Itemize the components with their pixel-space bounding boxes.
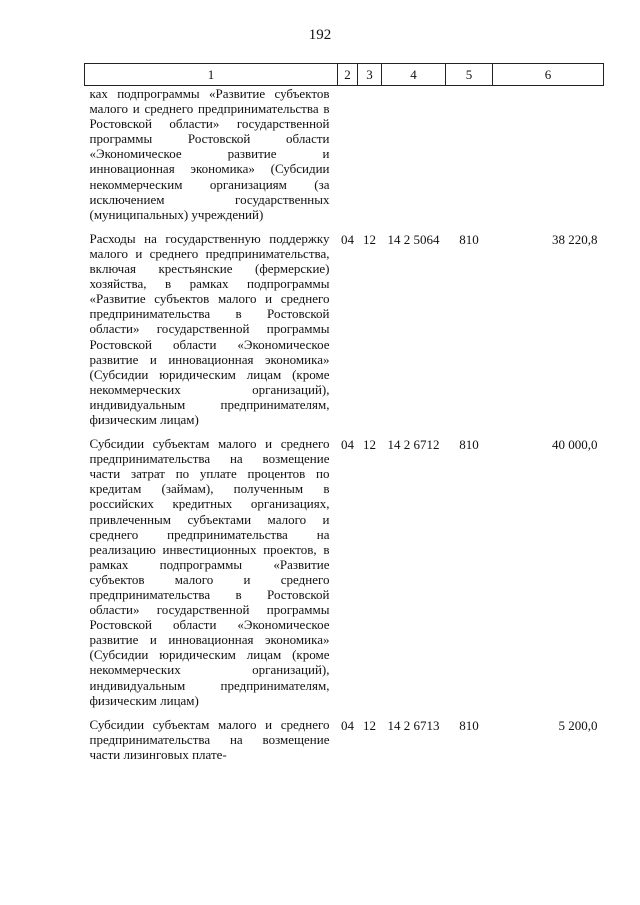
row-amount: 38 220,8 xyxy=(552,231,598,247)
row-description: Расходы на государственную поддержку малого и среднего предпринимательства, включая крестьянские (фермерские) хозяйства, в рамках подпрограммы «Развитие субъектов малого и среднего предпринимательства в Ростовской области» государственной программы Ростовской области «Экономическое развитие и инновационная экономика» (Субсидии юридическим лицам (кроме некоммерческих организаций), индивидуальным предпринимателям, физическим лицам) xyxy=(89,230,330,427)
row-target-code xyxy=(382,86,446,222)
column-header: 3 xyxy=(358,64,382,86)
column-header: 6 xyxy=(493,64,604,86)
row-section-code: 04 xyxy=(341,717,354,733)
row-section-code xyxy=(338,86,358,222)
page-number: 192 xyxy=(308,27,332,43)
row-description: ках подпрограммы «Развитие субъектов малого и среднего предпринимательства в Ростовской области» государственной программы Ростовской области «Экономическое развитие и инновационная экономика» (Субсидии некоммерческим организациям (за исключением государственных (муниципальных) учреждений) xyxy=(89,86,330,222)
row-subsection-code xyxy=(358,86,382,222)
row-expense-type-code xyxy=(446,86,493,222)
row-expense-type-code: 810 xyxy=(459,717,479,733)
row-amount xyxy=(493,86,604,222)
column-header: 1 xyxy=(85,64,338,86)
row-expense-type-code: 810 xyxy=(459,231,479,247)
table-row xyxy=(85,86,604,222)
row-description: Субсидии субъектам малого и среднего предпринимательства на возмещение части лизинговых плате- xyxy=(89,716,330,762)
table-row xyxy=(85,231,604,427)
row-target-code: 14 2 6713 xyxy=(387,717,440,733)
row-section-code: 04 xyxy=(341,437,354,453)
table-header-row xyxy=(85,64,604,86)
row-target-code: 14 2 5064 xyxy=(387,231,440,247)
row-section-code: 04 xyxy=(341,231,354,247)
row-amount: 5 200,0 xyxy=(558,717,598,733)
table-row xyxy=(85,717,604,762)
budget-table xyxy=(84,63,604,762)
column-header: 2 xyxy=(338,64,358,86)
table-row xyxy=(85,436,604,708)
row-target-code: 14 2 6712 xyxy=(387,437,440,453)
row-expense-type-code: 810 xyxy=(459,437,479,453)
row-subsection-code: 12 xyxy=(363,231,376,247)
row-amount: 40 000,0 xyxy=(552,437,598,453)
column-header: 5 xyxy=(446,64,493,86)
row-description: Субсидии субъектам малого и среднего предпринимательства на возмещение части затрат по уплате процентов по кредитам (займам), полученным в российских кредитных организациях, привлеченным субъектами малого и среднего предпринимательства на реализацию инвестиционных проектов, в рамках подпрограммы «Развитие субъектов малого и среднего предпринимательства в Ростовской области» государственной программы Ростовской области «Экономическое развитие и инновационная экономика» (Субсидии юридическим лицам (кроме некоммерческих организаций), индивидуальным предпринимателям, физическим лицам) xyxy=(89,436,330,708)
row-subsection-code: 12 xyxy=(363,717,376,733)
row-subsection-code: 12 xyxy=(363,437,376,453)
column-header: 4 xyxy=(382,64,446,86)
